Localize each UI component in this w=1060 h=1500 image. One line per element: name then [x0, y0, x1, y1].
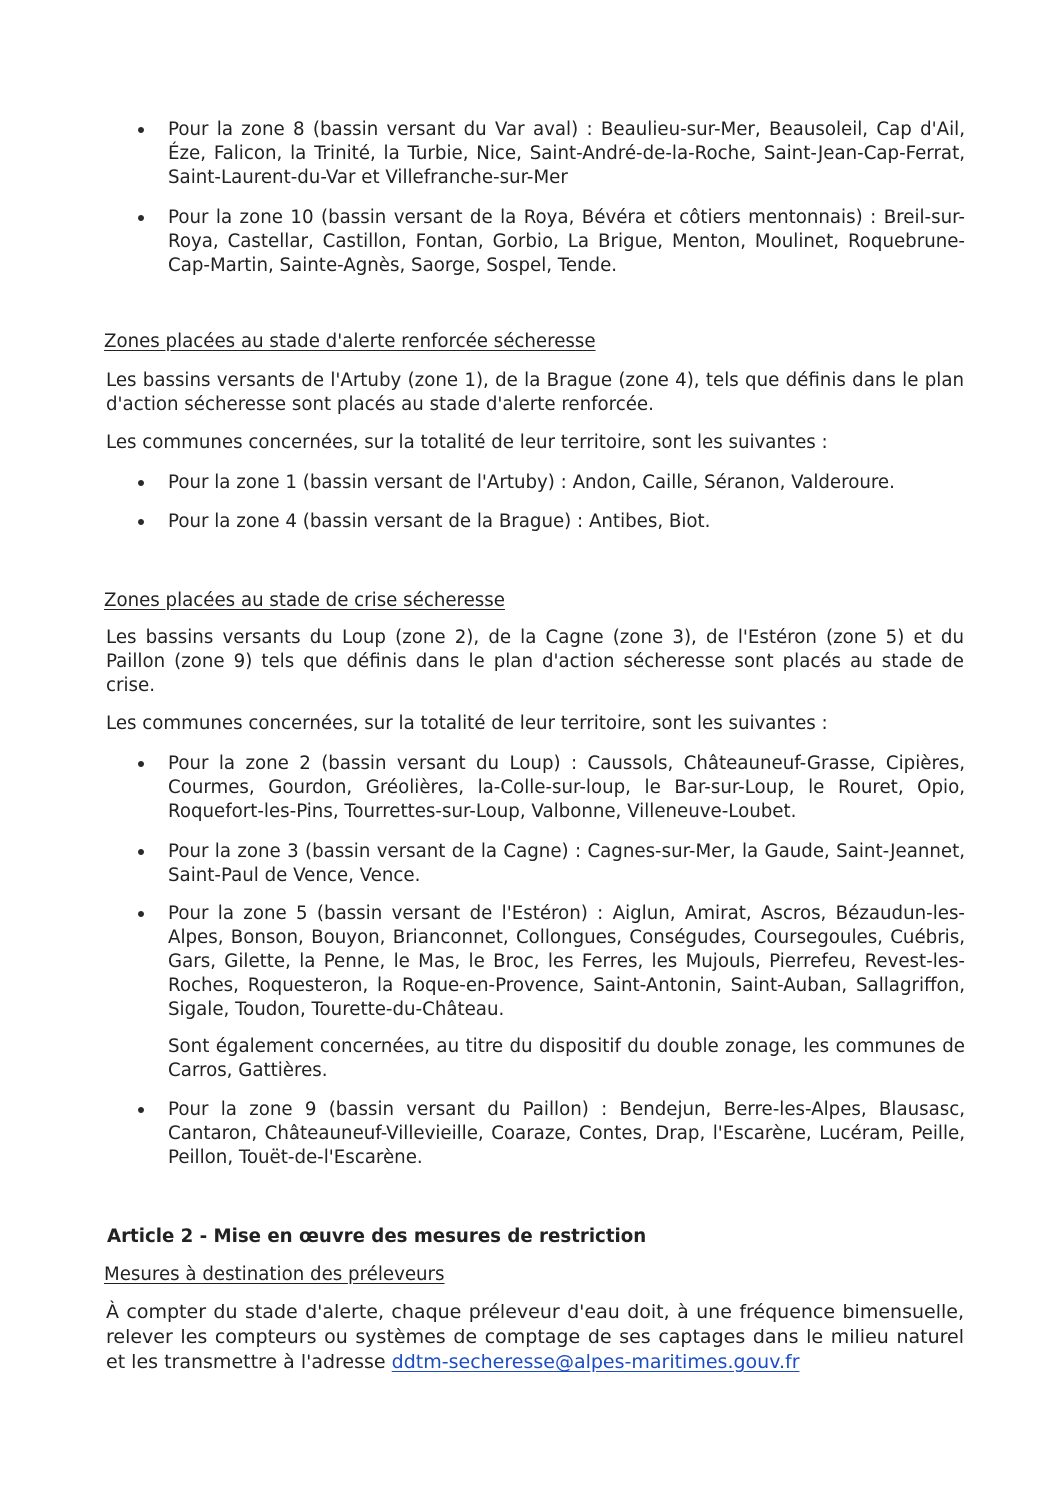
- bullet-icon: [138, 215, 144, 221]
- list-item-text: Pour la zone 1 (bassin versant de l'Artuby) : Andon, Caille, Séranon, Valderoure.: [168, 472, 895, 493]
- crise-bullet-zone3: [0, 840, 1060, 888]
- alerte-renforcee-communes-block: [0, 431, 1060, 455]
- bullet-icon: [138, 480, 144, 486]
- paragraph-text: À compter du stade d'alerte, chaque préleveur d'eau doit, à une fréquence bimensuelle, relever les compteurs ou systèmes de comptage de ses captages dans le milieu naturel et les transmettre à l'adresse: [106, 1301, 964, 1373]
- list-item: [140, 752, 965, 824]
- list-item-text: Pour la zone 5 (bassin versant de l'Estéron) : Aiglun, Amirat, Ascros, Bézaudun-les-Alpes, Bonson, Bouyon, Brianconnet, Collongues, Conségudes, Coursegoules, Cuébris, Gars, Gilette, la Penne, le Mas, le Broc, les Ferres, les Mujouls, Pierrefeu, Revest-les-Roches, Roquesteron, la Roque-en-Provence, Saint-Antonin, Saint-Auban, Sallagriffon, Sigale, Toudon, Tourette-du-Château.: [168, 903, 965, 1020]
- list-item: [140, 840, 965, 888]
- top-bullet-list: [0, 118, 1060, 190]
- article2-subheading-block: [0, 1263, 1060, 1287]
- section-subheading: Mesures à destination des préleveurs: [104, 1264, 445, 1285]
- email-link[interactable]: ddtm-secheresse@alpes-maritimes.gouv.fr: [391, 1351, 800, 1373]
- crise-bullet-zone2: [0, 752, 1060, 824]
- alerte-bullet-1: [0, 471, 1060, 495]
- paragraph: Les bassins versants de l'Artuby (zone 1), de la Brague (zone 4), tels que définis dans le plan d'action sécheresse sont placés au stade d'alerte renforcée.: [106, 370, 964, 415]
- crise-bullet-zone5: [0, 902, 1060, 1022]
- list-item-text: Pour la zone 8 (bassin versant du Var aval) : Beaulieu-sur-Mer, Beausoleil, Cap d'Ail, Éze, Falicon, la Trinité, la Turbie, Nice, Saint-André-de-la-Roche, Saint-Jean-Cap-Ferrat, Saint-Laurent-du-Var et Villefranche-sur-Mer: [168, 119, 965, 188]
- list-item-text: Pour la zone 10 (bassin versant de la Roya, Bévéra et côtiers mentonnais) : Breil-sur-Roya, Castellar, Castillon, Fontan, Gorbio, La Brigue, Menton, Moulinet, Roquebrune-Cap-Martin, Sainte-Agnès, Saorge, Sospel, Tende.: [168, 207, 965, 276]
- list-item: [140, 510, 965, 534]
- paragraph: [106, 1300, 964, 1375]
- list-item-text: Pour la zone 2 (bassin versant du Loup) : Caussols, Châteauneuf-Grasse, Cipières, Courmes, Gourdon, Gréolières, la-Colle-sur-loup, le Bar-sur-Loup, le Rouret, Opio, Roquefort-les-Pins, Tourrettes-sur-Loup, Valbonne, Villeneuve-Loubet.: [168, 753, 965, 822]
- bullet-icon: [138, 761, 144, 767]
- list-item: [140, 1098, 965, 1170]
- list-item: [140, 471, 965, 495]
- note-item: [140, 1035, 965, 1083]
- list-item-text: Pour la zone 9 (bassin versant du Paillon) : Bendejun, Berre-les-Alpes, Blausasc, Cantaron, Châteauneuf-Villevieille, Coaraze, Contes, Drap, l'Escarène, Lucéram, Peille, Peillon, Touët-de-l'Escarène.: [168, 1099, 965, 1168]
- top-bullet-list-2: [0, 206, 1060, 278]
- list-item: [140, 118, 965, 190]
- article-title: Article 2 - Mise en œuvre des mesures de restriction: [107, 1226, 647, 1247]
- bullet-icon: [138, 911, 144, 917]
- crise-note-block: [0, 1035, 1060, 1083]
- crise-heading-block: [0, 589, 1060, 613]
- crise-intro-block: [0, 626, 1060, 698]
- bullet-icon: [138, 849, 144, 855]
- paragraph: Les communes concernées, sur la totalité de leur territoire, sont les suivantes :: [106, 432, 828, 453]
- note-text: Sont également concernées, au titre du dispositif du double zonage, les communes de Carros, Gattières.: [168, 1036, 965, 1081]
- list-item: [140, 206, 965, 278]
- paragraph: Les communes concernées, sur la totalité de leur territoire, sont les suivantes :: [106, 713, 828, 734]
- paragraph: Les bassins versants du Loup (zone 2), de la Cagne (zone 3), de l'Estéron (zone 5) et du Paillon (zone 9) tels que définis dans le plan d'action sécheresse sont placés au stade de crise.: [106, 627, 964, 696]
- crise-bullet-zone9: [0, 1098, 1060, 1170]
- bullet-icon: [138, 1107, 144, 1113]
- alerte-renforcee-heading-block: [0, 330, 1060, 354]
- list-item-text: Pour la zone 4 (bassin versant de la Brague) : Antibes, Biot.: [168, 511, 711, 532]
- alerte-bullet-2: [0, 510, 1060, 534]
- bullet-icon: [138, 519, 144, 525]
- section-heading: Zones placées au stade d'alerte renforcée sécheresse: [104, 331, 596, 352]
- crise-communes-block: [0, 712, 1060, 736]
- article2-title-block: [0, 1225, 1060, 1249]
- list-item: [140, 902, 965, 1022]
- article2-text-block: [0, 1300, 1060, 1375]
- bullet-icon: [138, 127, 144, 133]
- section-heading: Zones placées au stade de crise sécheresse: [104, 590, 505, 611]
- alerte-renforcee-intro-block: [0, 369, 1060, 417]
- list-item-text: Pour la zone 3 (bassin versant de la Cagne) : Cagnes-sur-Mer, la Gaude, Saint-Jeannet, Saint-Paul de Vence, Vence.: [168, 841, 965, 886]
